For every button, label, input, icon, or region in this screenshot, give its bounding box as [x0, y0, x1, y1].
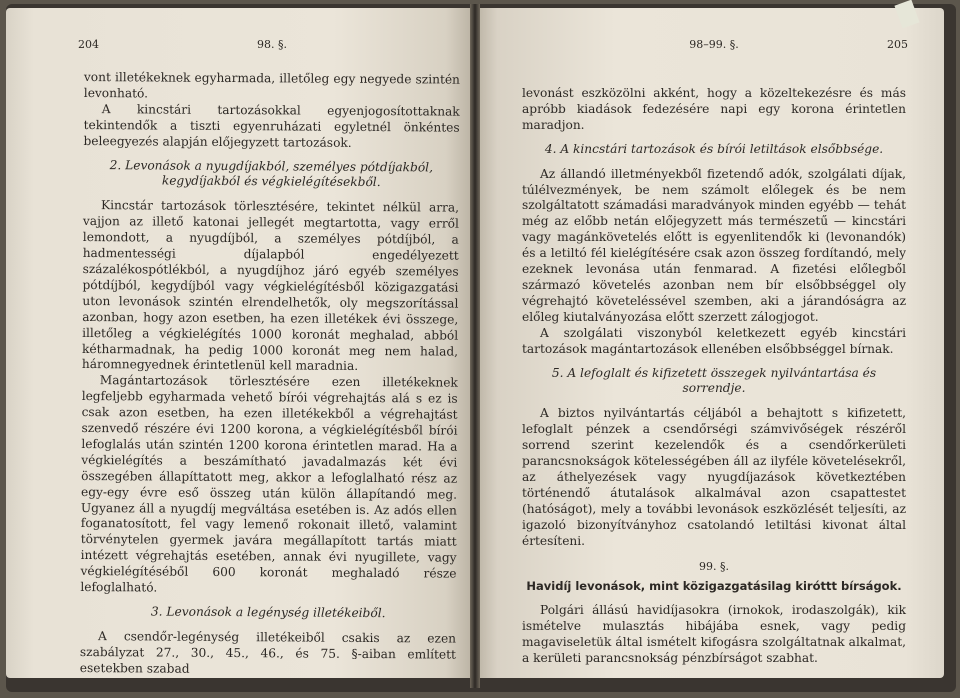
page-number: 204	[78, 38, 99, 51]
paragraph: Az állandó illetményekből fizetendő adók, szolgálati díjak, túlélvezmények, be nem számolt előlegek és be nem szolgáltatott számadási maradványok minden egyébb — tehát még az előbb netán előjegyzett más természetű — kincstári vagy magánkövetelés előtt is egyenlitendők ki (levonandók) és a letiltó fél kielégítésére csak azon összeg fordítandó, mely ezeknek levonása után fenmarad. A fizetési előlegből származó követelés azonban nem bír elsőbbséggel oly végrehajtó követeléssével szemben, aki a járandóságra az előleg kiutalványozása előtt szerzett zálogjogot.	[522, 166, 906, 324]
paragraph: Magántartozások törlesztésére ezen illetékeknek legfeljebb egyharmada vehető bírói végrehajtás alá s ez is csak azon esetben, ha ezen illetékekből a végrehajtást szenvedő részére évi 1200 korona, a végkielégítésből bírói lefoglalás után szintén 1200 korona érintetlen marad. Ha a végkielégítés a beszámítható javadalmazás két évi összegében állapíttatott meg, akkor a lefoglalható rész az egy-egy évre eső összeg után külön állapítandó meg. Ugyanez áll a nyugdíj megváltása esetében is. Az adós ellen foganatosított, fel vagy lemenő rokonait illető, valamint törvénytelen gyermek javára megállapított tartás miatt intézett végrehajtás esetében, annak évi nyugillete, vagy végkielégítéséből 600 koronát meghaladó része lefoglalható.	[80, 373, 458, 595]
paragraph: A szolgálati viszonyból keletkezett egyéb kincstári tartozások magántartozások ellenében elsőbbséggel bírnak.	[522, 325, 906, 356]
paragraph: Polgári állású havidíjasokra (irnokok, irodaszolgák), kik ismételve mulasztás hibájába esnek, vagy pedig magaviseletük által ismételt kifogásra szolgáltatnak alkalmat, a kerületi parancsnokság pénzbírságot szabhat.	[522, 603, 906, 665]
right-page-header	[522, 38, 906, 58]
subheading: 3. Levonások a legénység illetékeiből.	[150, 604, 386, 621]
left-page-header	[78, 38, 460, 58]
right-page-body	[522, 86, 906, 667]
paragraph: A biztos nyilvántartás céljából a behajtott s kifizetett, lefoglalt pénzek a csendőrségi számvivőségek részéről sorrend szerint kezelendők és a csendőrkerületi parancsnokságok kötelességében áll az ilyféle követelésekről, az áthelyezések vagy nyugdíjazások következtében történendő átutalások alkalmával azon csapattestet (hatóságot), mely a további levonások eszközlését teljesíti, az igazoló bizonyítványhoz csatolandó letiltási kivonat által értesíteni.	[522, 406, 906, 548]
book-spine	[470, 4, 480, 688]
section-number: 98–99. §.	[689, 38, 739, 51]
left-page	[6, 8, 474, 678]
right-page	[474, 8, 944, 678]
paragraph: A kincstári tartozásokkal egyenjogosítottaknak tekintendők a tiszti egyenruházati egyletnél önkéntes beleegyezés alapján előjegyzett tartozások.	[83, 101, 460, 150]
paragraph: Kincstár tartozások törlesztésére, tekintet nélkül arra, vajjon az illető katonai jellegét megtartotta, vagy erről lemondott, a nyugdíjból, a személyes pótdíjból, a hadmentességi díjalapból engedélyezett százalékospótlékból, a nyugdíjhoz járó egyéb személyes pótdíjból, kegydíjból vagy végkielégítésből közigazgatási uton levonások szintén elrendelhetők, oly megszorítással azonban, hogy azon esetben, ha ezen illetékek évi összege, illetőleg a végkielégítés 1000 koronát meghalad, abból kétharmadnak, ha pedig 1000 koronát meg nem halad, háromnegyednek érintetlenül kell maradnia.	[81, 198, 460, 374]
section-number: 99. §.	[699, 560, 729, 574]
paragraph: A csendőr-legénység illetékeiből csakis az ezen szabályzat 27., 30., 45., 46., és 75. §-aiban említett esetekben szabad	[79, 629, 457, 676]
section-heading: Havidíj levonások, mint közigazgatásilag kiróttt bírságok.	[526, 579, 902, 594]
paragraph: levonást eszközölni akként, hogy a közeltekezésre és más apróbb kiadások fedezésére napi egy korona érintetlen maradjon.	[522, 86, 906, 132]
page-number: 205	[887, 38, 908, 51]
left-page-body	[80, 70, 460, 678]
section-number: 98. §.	[257, 38, 287, 51]
subheading: 2. Levonások a nyugdíjakból, személyes pótdíjakból, kegydíjakból és végkielégítésekből.	[109, 157, 434, 190]
subheading: 5. A lefoglalt és kifizetett összegek nyilvántartása és sorrendje.	[551, 365, 877, 396]
paragraph: vont illetékeknek egyharmada, illetőleg egy negyede szintén levonható.	[83, 70, 460, 101]
subheading: 4. A kincstári tartozások és bírói letiltások elsőbbsége.	[544, 141, 884, 156]
